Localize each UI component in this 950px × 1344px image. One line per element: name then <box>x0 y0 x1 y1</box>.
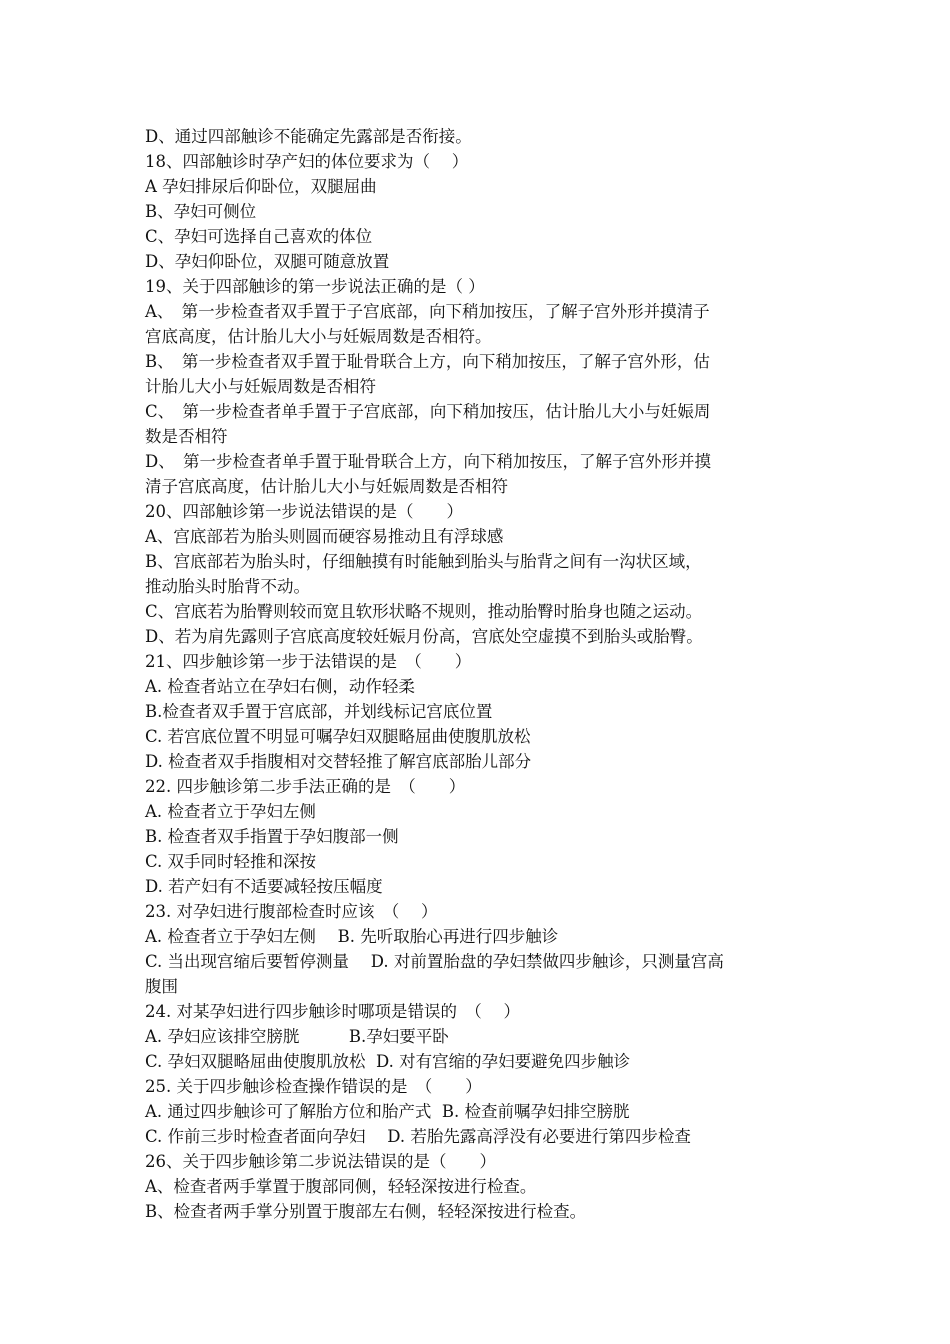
option-line: 数是否相符 <box>145 427 228 446</box>
option-line: B、检查者两手掌分别置于腹部左右侧，轻轻深按进行检查。 <box>145 1202 587 1221</box>
option-line: A. 孕妇应该排空膀胱 B.孕妇要平卧 <box>145 1027 449 1046</box>
option-line: A、 第一步检查者双手置于子宫底部，向下稍加按压，了解子宫外形并摸清子 <box>145 302 710 321</box>
option-line: D、若为肩先露则子宫底高度较妊娠月份高，宫底处空虚摸不到胎头或胎臀。 <box>145 627 703 646</box>
question-24: 24. 对某孕妇进行四步触诊时哪项是错误的 （ ） <box>145 1002 520 1021</box>
option-line: D. 若产妇有不适要减轻按压幅度 <box>145 877 383 896</box>
question-25: 25. 关于四步触诊检查操作错误的是 （ ） <box>145 1077 482 1096</box>
question-23: 23. 对孕妇进行腹部检查时应该 （ ） <box>145 902 438 921</box>
option-line: B.检查者双手置于宫底部，并划线标记宫底位置 <box>145 702 493 721</box>
option-line: A. 通过四步触诊可了解胎方位和胎产式 B. 检查前嘱孕妇排空膀胱 <box>145 1102 630 1121</box>
option-line: 计胎儿大小与妊娠周数是否相符 <box>145 377 376 396</box>
option-line: C. 作前三步时检查者面向孕妇 D. 若胎先露高浮没有必要进行第四步检查 <box>145 1127 691 1146</box>
option-line: A、检查者两手掌置于腹部同侧，轻轻深按进行检查。 <box>145 1177 537 1196</box>
option-line: A、宫底部若为胎头则圆而硬容易推动且有浮球感 <box>145 527 504 546</box>
option-line: A. 检查者站立在孕妇右侧，动作轻柔 <box>145 677 415 696</box>
option-line: C. 若宫底位置不明显可嘱孕妇双腿略屈曲使腹肌放松 <box>145 727 531 746</box>
option-line: 腹围 <box>145 977 178 996</box>
question-26: 26、关于四步触诊第二步说法错误的是（ ） <box>145 1152 496 1171</box>
option-line: C、 第一步检查者单手置于子宫底部，向下稍加按压，估计胎儿大小与妊娠周 <box>145 402 711 421</box>
option-line: 清子宫底高度，估计胎儿大小与妊娠周数是否相符 <box>145 477 508 496</box>
option-line: C. 孕妇双腿略屈曲使腹肌放松 D. 对有宫缩的孕妇要避免四步触诊 <box>145 1052 631 1071</box>
option-line: D、孕妇仰卧位，双腿可随意放置 <box>145 252 390 271</box>
question-22: 22. 四步触诊第二步手法正确的是 （ ） <box>145 777 466 796</box>
option-line: 宫底高度，估计胎儿大小与妊娠周数是否相符。 <box>145 327 492 346</box>
option-line: C、孕妇可选择自己喜欢的体位 <box>145 227 373 246</box>
option-line: B、 第一步检查者双手置于耻骨联合上方，向下稍加按压，了解子宫外形，估 <box>145 352 710 371</box>
question-19: 19、关于四部触诊的第一步说法正确的是（ ） <box>145 277 485 296</box>
option-line: A. 检查者立于孕妇左侧 <box>145 802 316 821</box>
option-line: B. 检查者双手指置于孕妇腹部一侧 <box>145 827 399 846</box>
text-line: D、通过四部触诊不能确定先露部是否衔接。 <box>145 127 472 146</box>
question-18: 18、四部触诊时孕产妇的体位要求为（ ） <box>145 152 469 171</box>
option-line: C、宫底若为胎臀则较而宽且软形状略不规则，推动胎臀时胎身也随之运动。 <box>145 602 703 621</box>
option-line: C. 双手同时轻推和深按 <box>145 852 317 871</box>
option-line: A. 检查者立于孕妇左侧 B. 先听取胎心再进行四步触诊 <box>145 927 559 946</box>
option-line: B、宫底部若为胎头时，仔细触摸有时能触到胎头与胎背之间有一沟状区域， <box>145 552 702 571</box>
option-line: C. 当出现宫缩后要暂停测量 D. 对前置胎盘的孕妇禁做四步触诊，只测量宫高 <box>145 952 724 971</box>
option-line: D、 第一步检查者单手置于耻骨联合上方，向下稍加按压，了解子宫外形并摸 <box>145 452 711 471</box>
question-21: 21、四步触诊第一步于法错误的是 （ ） <box>145 652 472 671</box>
option-line: 推动胎头时胎背不动。 <box>145 577 310 596</box>
option-line: D. 检查者双手指腹相对交替轻推了解宫底部胎儿部分 <box>145 752 532 771</box>
option-line: A 孕妇排尿后仰卧位，双腿屈曲 <box>145 177 377 196</box>
question-20: 20、四部触诊第一步说法错误的是（ ） <box>145 502 463 521</box>
option-line: B、孕妇可侧位 <box>145 202 257 221</box>
document-page <box>145 124 810 1224</box>
